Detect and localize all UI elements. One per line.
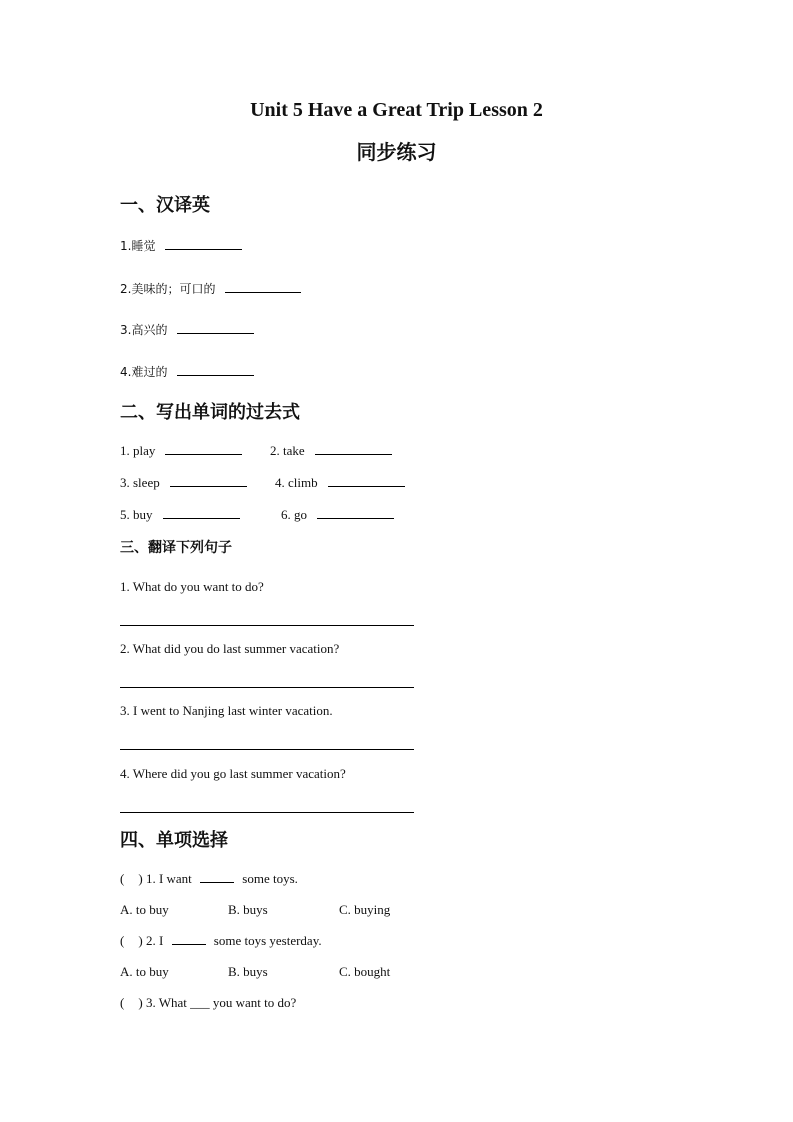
s1-item-1: 1.睡觉 [120,240,242,252]
s2-item-4: 4. climb [275,476,405,489]
answer-blank [177,332,254,334]
answer-line [120,687,414,688]
s2-item-5: 5. buy [120,508,240,521]
s3-item-3: 3. I went to Nanjing last winter vacation. [120,703,333,718]
s1-item-3: 3.高兴的 [120,324,254,336]
document-title: Unit 5 Have a Great Trip Lesson 2 [250,99,543,121]
s2-item-2: 2. take [270,444,392,457]
s4-option-a: A. to buy [120,902,169,917]
s4-option-b: B. buys [228,964,268,979]
section2-heading: 二、写出单词的过去式 [120,402,300,423]
s2-item-3: 3. sleep [120,476,247,489]
s4-question-1: ( ) 1. I want some toys. [120,871,298,886]
document-subtitle: 同步练习 [356,140,437,164]
answer-line [120,625,414,626]
answer-blank [225,291,301,293]
s4-option-c: C. buying [339,902,391,917]
s2-item-6: 6. go [281,508,394,521]
answer-blank [165,248,242,250]
s4-option-c: C. bought [339,964,391,979]
answer-blank [170,485,247,487]
answer-blank [177,374,254,376]
answer-blank [315,453,392,455]
answer-blank [317,517,394,519]
section3-heading: 三、翻译下列句子 [120,540,232,556]
s3-item-2: 2. What did you do last summer vacation? [120,641,340,656]
s2-item-1: 1. play [120,444,242,457]
s4-question-2: ( ) 2. I some toys yesterday. [120,933,322,948]
section4-heading: 四、单项选择 [120,830,228,851]
s3-item-1: 1. What do you want to do? [120,579,264,594]
s3-item-4: 4. Where did you go last summer vacation? [120,766,346,781]
s1-item-4: 4.难过的 [120,366,254,378]
answer-blank [328,485,405,487]
answer-blank [200,881,234,883]
answer-blank [165,453,242,455]
answer-blank [172,943,206,945]
answer-blank [163,517,240,519]
s1-item-2: 2.美味的；可口的 [120,283,301,295]
s4-option-a: A. to buy [120,964,169,979]
answer-line [120,812,414,813]
answer-line [120,749,414,750]
section1-heading: 一、汉译英 [120,195,210,216]
s4-option-b: B. buys [228,902,268,917]
s4-question-3: ( ) 3. What ___ you want to do? [120,995,297,1010]
